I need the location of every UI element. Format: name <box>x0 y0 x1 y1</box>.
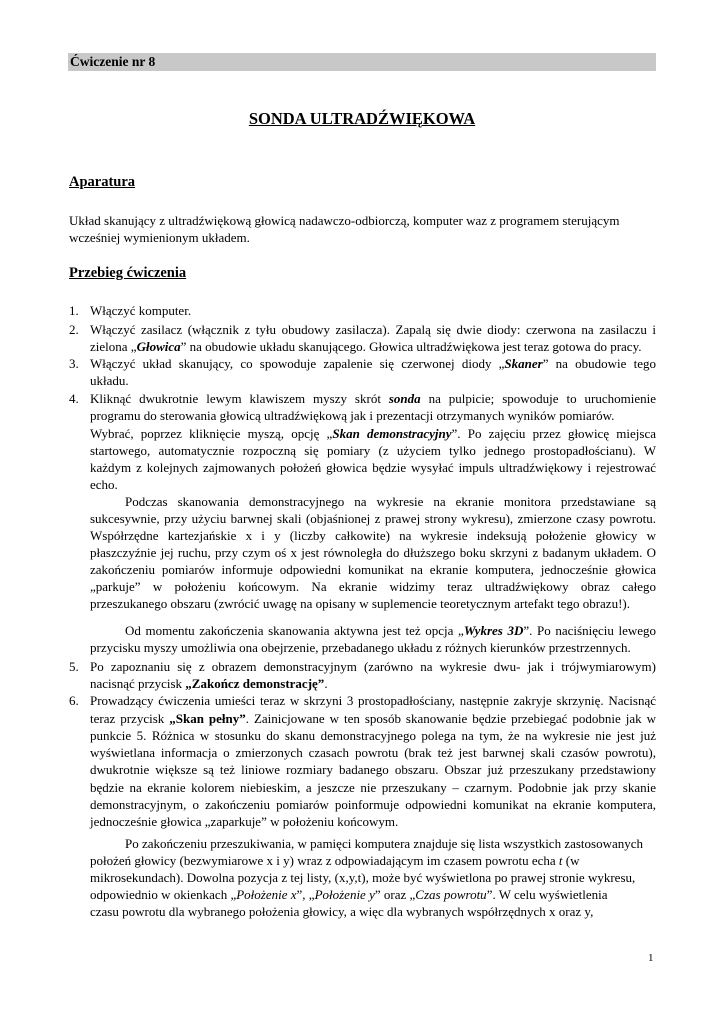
list-item-text: czasu powrotu dla wybranego położenia głowicy, a więc dla wybranych współrzędnych x oraz y, <box>90 904 594 919</box>
list-item-text: startowego, automatycznie rozpoczną się pomiary (z użyciem tylko jednego prostopadłościanu). W <box>90 443 656 458</box>
aparatura-heading: Aparatura <box>69 174 136 190</box>
list-item-text: Włączyć układ skanujący, co spowoduje zapalenie się czerwonej diody „Skaner” na obudowie tego <box>90 356 656 371</box>
list-item-text: Po zapoznaniu się z obrazem demonstracyjnym (zarówno na wykresie dwu- jak i trójwymiarowym) <box>90 659 656 674</box>
list-item-text: Podczas skanowania demonstracyjnego na wykresie na ekranie monitora przedstawiane są <box>125 494 656 509</box>
list-item-text: Od momentu zakończenia skanowania aktywna jest też opcja „Wykres 3D”. Po naciśnięciu lewego <box>125 623 657 638</box>
list-item-text: odpowiednio w okienkach „Położenie x”, „Położenie y” oraz „Czas powrotu”. W celu wyświetlenia <box>90 887 608 902</box>
list-item-text: zielona „Głowica” na obudowie układu skanującego. Głowica ultradźwiękowa jest teraz gotowa do pracy. <box>90 339 642 354</box>
list-item-text: teraz przycisk „Skan pełny”. Zainicjowane w ten sposób skanowanie będzie przebiegać podobnie jak w <box>90 711 656 726</box>
list-item-text: sukcesywnie, przy użyciu barwnej skali (objaśnionej z prawej strony wykresu), zmierzone czasy powrotu. <box>90 511 656 526</box>
list-item-text: Włączyć zasilacz (włącznik z tyłu obudowy zasilacza). Zapalą się dwie diody: czerwona na zasilaczu i <box>90 322 656 337</box>
list-item-text: nacisnąć przycisk „Zakończ demonstrację”. <box>90 676 328 691</box>
list-item-text: punkcie 5. Różnica w stosunku do skanu demonstracyjnego polega na tym, że na wykresie nie jest już <box>90 728 656 743</box>
list-item-text: zakończeniu pomiarów informuje odpowiedni komunikat na ekranie komputera, jednocześnie głowica <box>90 562 656 577</box>
list-item-text: echo. <box>90 477 118 492</box>
list-item-text: „parkuje” w położeniu końcowym. Na ekranie widzimy teraz ultradźwiękowy obraz całego <box>90 579 656 594</box>
list-item-text: będzie na ekranie kolorem niebieskim, a jeszcze nie przeszukany – czarnym. Podobnie jak przy skanie <box>90 780 656 795</box>
list-item-text: jednocześnie głowica „zaparkuje” w położeniu końcowym. <box>90 814 399 829</box>
list-item-text: demonstracyjnym, o zakończeniu pomiarów poinformuje odpowiedni komunikat na ekranie komputera, <box>90 797 656 812</box>
list-item-text: mikrosekundach). Dowolna pozycja z tej listy, (x,y,t), może być wyświetlona po prawej stronie wykresu, <box>90 870 636 885</box>
list-number: 2. <box>69 322 79 337</box>
list-item-text: Kliknąć dwukrotnie lewym klawiszem myszy skrót sonda na pulpicie; spowoduje to uruchomienie <box>90 391 656 406</box>
aparatura-text-line: wcześniej wymienionym układem. <box>69 230 250 245</box>
exercise-header: Ćwiczenie nr 8 <box>68 53 656 71</box>
list-item-text: położeń głowicy (bezwymiarowe x i y) wraz z odpowiadającym im czasem powrotu echa t (w <box>90 853 580 868</box>
list-item-text: płaszczyźnie jej ruchu, przy czym oś x jest równoległa do dłuższego boku skrzyni z badanym układem. O <box>90 545 656 560</box>
list-number: 4. <box>69 391 79 406</box>
list-number: 3. <box>69 356 79 371</box>
list-item-text: Włączyć komputer. <box>90 303 192 318</box>
list-item-text: wyświetlana informacja o zmierzonych czasach powrotu (brak też jest barwnej skali czasów powrotu), <box>90 745 656 760</box>
list-item-text: przycisku myszy umożliwia ona obejrzenie, przebadanego układu z różnych kierunków przestrzennych. <box>90 640 631 655</box>
list-item-text: przeszukanego obszaru (zwrócić uwagę na opisany w suplemencie teoretycznym artefakt tego obrazu!). <box>90 596 630 611</box>
list-number: 6. <box>69 693 79 708</box>
list-item-text: Prowadzący ćwiczenia umieści teraz w skrzyni 3 prostopadłościany, następnie zakryje skrzynię. Nacisnąć <box>90 693 656 708</box>
przebieg-heading: Przebieg ćwiczenia <box>69 265 187 281</box>
list-item-text: każdym z kolejnych zajmowanych położeń głowica będzie wysyłać impuls ultradźwiękowy i rejestrować <box>90 460 656 475</box>
list-item-text: Współrzędne kartezjańskie x i y (liczby całkowite) na wykresie indeksują położenie głowicy w <box>90 528 656 543</box>
page-title: SONDA ULTRADŹWIĘKOWA <box>248 109 476 128</box>
list-item-text: Po zakończeniu przeszukiwania, w pamięci komputera znajduje się lista wszystkich zastosowanych <box>125 836 644 851</box>
page-number: 1 <box>648 952 654 964</box>
list-item-text: Wybrać, poprzez kliknięcie myszą, opcję „Skan demonstracyjny”. Po zajęciu przez głowicę miejsca <box>90 426 656 441</box>
list-item-text: programu do sterowania głowicą ultradźwiękową jak i prezentacji otrzymanych wyników pomiarów. <box>90 408 615 423</box>
list-item-text: dwukrotnie większe są też liniowe rozmiary badanego obszaru. Obszar już przeszukany przedstawiony <box>90 762 656 777</box>
list-item-text: układu. <box>90 373 129 388</box>
list-number: 1. <box>69 303 79 318</box>
list-number: 5. <box>69 659 79 674</box>
aparatura-text-line: Układ skanujący z ultradźwiękową głowicą nadawczo-odbiorczą, komputer waz z programem sterującym <box>69 213 620 228</box>
